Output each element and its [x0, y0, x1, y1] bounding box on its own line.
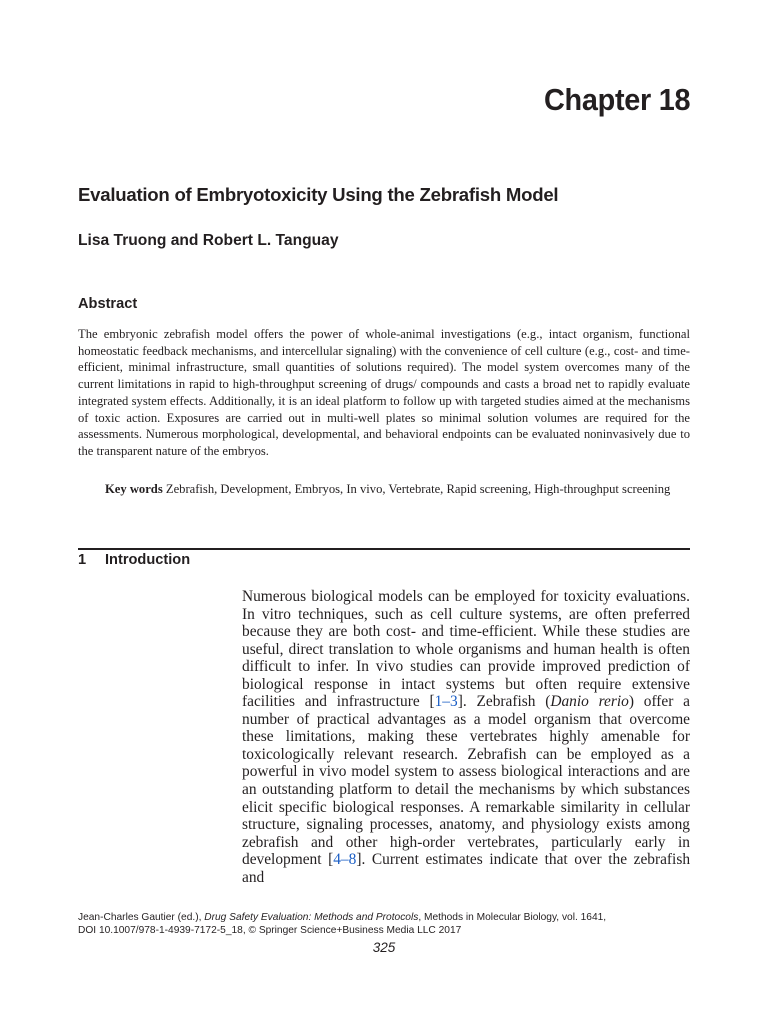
intro-text-1: Numerous biological models can be employed for toxicity evaluations. In vitro techniques, such as cell culture systems, are often preferred because they are both cost- and time-efficient. While these studies are useful, direct translation to whole organisms and human health is often difficult to infer. In vivo studies can provide improved prediction of biological response in intact systems but often require extensive facilities and infrastructure [ — [242, 588, 690, 711]
chapter-title: Evaluation of Embryotoxicity Using the Zebrafish Model — [78, 184, 559, 205]
footer-doi: DOI 10.1007/978-1-4939-7172-5_18, © Springer Science+Business Media LLC 2017 — [78, 925, 462, 937]
keywords-label: Key words — [105, 482, 163, 496]
page-number: 325 — [372, 940, 396, 955]
footer-book-title: Drug Safety Evaluation: Methods and Protocols — [204, 912, 419, 923]
abstract-text: The embryonic zebrafish model offers the power of whole-animal investigations (e.g., intact organism, functional homeostatic feedback mechanisms, and intercellular signaling) with the convenience of cell culture (e.g., cost- and time-efficient, minimal infrastructure, small quantities of solutions required). The model system overcomes many of the current limitations in rapid to high-throughput screening of drugs/ compounds and casts a broad net to rapidly evaluate integrated system effects. Additionally, it is an ideal platform to follow up with targeted studies aimed at the mechanisms of toxic action. Exposures are carried out in multi-well plates so minimal solution volumes are required for the assessments. Numerous morphological, developmental, and behavioral endpoints can be evaluated noninvasively due to the transparent nature of the embryos. — [78, 327, 690, 458]
abstract-heading: Abstract — [78, 296, 138, 312]
footer-series: , Methods in Molecular Biology, vol. 1641, — [418, 912, 607, 923]
section-heading — [78, 552, 190, 568]
footer-line-1 — [78, 911, 698, 924]
chapter-label: Chapter 18 — [543, 82, 690, 117]
intro-text-2: ]. Zebrafish ( — [457, 693, 551, 711]
introduction-paragraph — [242, 588, 690, 886]
footer-editor: Jean-Charles Gautier (ed.), — [78, 912, 205, 923]
section-number: 1 — [78, 552, 87, 568]
species-name: Danio rerio — [550, 693, 629, 711]
section-title: Introduction — [105, 552, 191, 568]
citation-link-4-8[interactable]: 4–8 — [333, 851, 357, 869]
citation-link-1-3[interactable]: 1–3 — [434, 693, 458, 711]
authors: Lisa Truong and Robert L. Tanguay — [78, 232, 339, 249]
keywords — [105, 481, 690, 498]
keywords-list: Zebrafish, Development, Embryos, In vivo, Vertebrate, Rapid screening, High-throughput screening — [165, 482, 671, 496]
intro-text-4: ]. Current estimates indicate that over the zebrafish and — [242, 851, 691, 886]
section-rule — [78, 548, 690, 550]
intro-text-3: ) offer a number of practical advantages as a model organism that overcome these limitations, making these vertebrates highly amenable for toxicologically relevant research. Zebrafish can be employed as a powerful in vivo model system to assess biological interactions and are an outstanding platform to detail the mechanisms by which substances elicit specific biological responses. A remarkable similarity in cellular structure, signaling processes, anatomy, and physiology exists among zebrafish and other high-order vertebrates, particularly early in development [ — [242, 693, 691, 869]
citation-footer — [78, 911, 698, 938]
